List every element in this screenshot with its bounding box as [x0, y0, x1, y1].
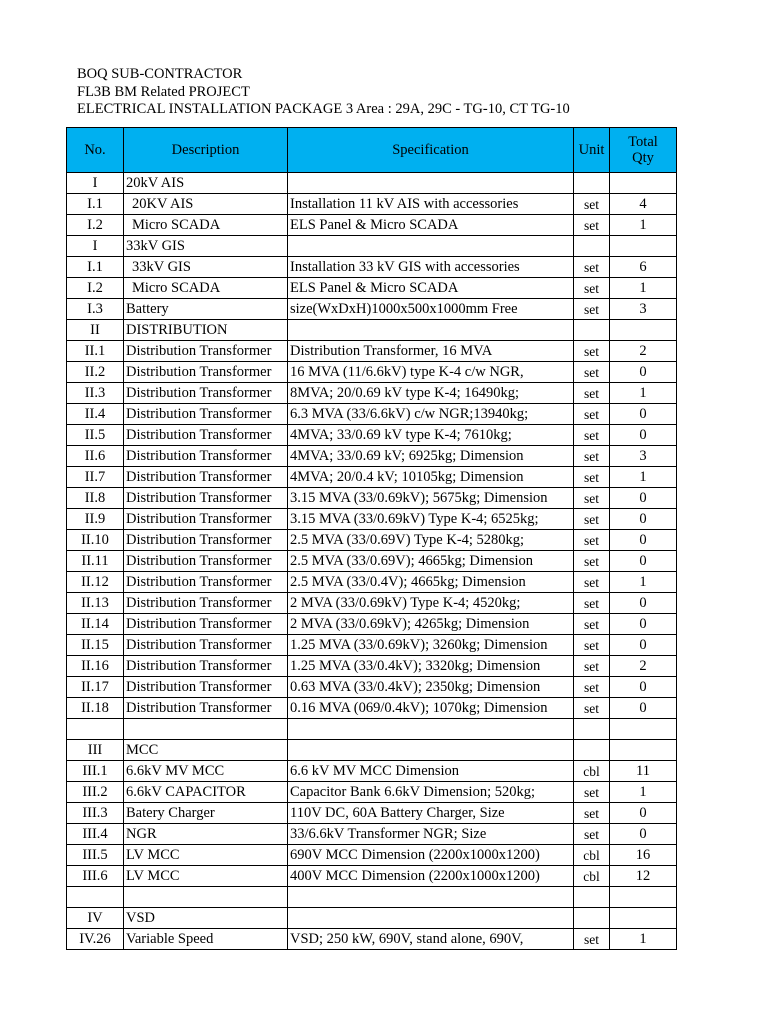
cell-description: Battery — [124, 299, 288, 320]
cell-total-qty: 0 — [610, 425, 677, 446]
cell-specification — [288, 173, 574, 194]
cell-specification: 6.6 kV MV MCC Dimension — [288, 761, 574, 782]
cell-specification: 8MVA; 20/0.69 kV type K-4; 16490kg; — [288, 383, 574, 404]
cell-specification: 0.16 MVA (069/0.4kV); 1070kg; Dimension — [288, 698, 574, 719]
cell-no: III.5 — [67, 845, 124, 866]
table-row — [67, 908, 677, 929]
cell-description: 6.6kV CAPACITOR — [124, 782, 288, 803]
cell-total-qty: 1 — [610, 278, 677, 299]
table-row — [67, 425, 677, 446]
cell-no: II.3 — [67, 383, 124, 404]
table-row — [67, 635, 677, 656]
cell-description: Distribution Transformer — [124, 530, 288, 551]
cell-unit: set — [574, 488, 610, 509]
cell-no: II.5 — [67, 425, 124, 446]
cell-unit: set — [574, 929, 610, 950]
column-header-description: Description — [124, 128, 288, 173]
table-row — [67, 488, 677, 509]
cell-unit — [574, 173, 610, 194]
table-row — [67, 530, 677, 551]
cell-specification: Installation 33 kV GIS with accessories — [288, 257, 574, 278]
cell-specification: VSD; 250 kW, 690V, stand alone, 690V, — [288, 929, 574, 950]
cell-specification: 3.15 MVA (33/0.69kV) Type K-4; 6525kg; — [288, 509, 574, 530]
cell-description: DISTRIBUTION — [124, 320, 288, 341]
cell-no: I — [67, 236, 124, 257]
cell-no: II — [67, 320, 124, 341]
cell-no: IV.26 — [67, 929, 124, 950]
cell-description: MCC — [124, 740, 288, 761]
cell-no: II.7 — [67, 467, 124, 488]
cell-total-qty: 3 — [610, 446, 677, 467]
table-row — [67, 509, 677, 530]
cell-unit — [574, 740, 610, 761]
table-row — [67, 719, 677, 740]
cell-specification: Installation 11 kV AIS with accessories — [288, 194, 574, 215]
table-row — [67, 614, 677, 635]
table-row — [67, 236, 677, 257]
cell-description — [124, 887, 288, 908]
cell-total-qty: 6 — [610, 257, 677, 278]
cell-unit: set — [574, 782, 610, 803]
cell-total-qty: 2 — [610, 656, 677, 677]
cell-description: Distribution Transformer — [124, 614, 288, 635]
cell-no — [67, 719, 124, 740]
cell-unit: cbl — [574, 845, 610, 866]
cell-unit: set — [574, 677, 610, 698]
cell-description: Distribution Transformer — [124, 383, 288, 404]
column-header-total-qty: Total Qty — [610, 128, 677, 173]
cell-description: LV MCC — [124, 845, 288, 866]
cell-total-qty: 1 — [610, 782, 677, 803]
cell-unit: set — [574, 446, 610, 467]
cell-description: Distribution Transformer — [124, 572, 288, 593]
cell-description: Distribution Transformer — [124, 467, 288, 488]
cell-specification: 6.3 MVA (33/6.6kV) c/w NGR;13940kg; — [288, 404, 574, 425]
cell-unit: cbl — [574, 866, 610, 887]
cell-description: Distribution Transformer — [124, 509, 288, 530]
cell-no: I — [67, 173, 124, 194]
cell-specification: ELS Panel & Micro SCADA — [288, 215, 574, 236]
cell-no: II.18 — [67, 698, 124, 719]
table-row — [67, 929, 677, 950]
cell-specification — [288, 740, 574, 761]
cell-no: II.17 — [67, 677, 124, 698]
cell-specification: 4MVA; 20/0.4 kV; 10105kg; Dimension — [288, 467, 574, 488]
cell-specification: 0.63 MVA (33/0.4kV); 2350kg; Dimension — [288, 677, 574, 698]
cell-unit: set — [574, 194, 610, 215]
cell-description: Distribution Transformer — [124, 362, 288, 383]
cell-specification: size(WxDxH)1000x500x1000mm Free — [288, 299, 574, 320]
table-row — [67, 572, 677, 593]
cell-description: Distribution Transformer — [124, 341, 288, 362]
cell-specification: 400V MCC Dimension (2200x1000x1200) — [288, 866, 574, 887]
cell-unit: set — [574, 215, 610, 236]
table-row — [67, 278, 677, 299]
table-row — [67, 593, 677, 614]
table-row — [67, 173, 677, 194]
cell-unit: set — [574, 635, 610, 656]
cell-description: Batery Charger — [124, 803, 288, 824]
cell-description: 33kV GIS — [124, 257, 288, 278]
cell-specification: 33/6.6kV Transformer NGR; Size — [288, 824, 574, 845]
cell-no: I.1 — [67, 194, 124, 215]
cell-description: Distribution Transformer — [124, 656, 288, 677]
cell-specification: 2 MVA (33/0.69kV); 4265kg; Dimension — [288, 614, 574, 635]
cell-total-qty: 0 — [610, 593, 677, 614]
cell-unit: set — [574, 383, 610, 404]
cell-unit: set — [574, 278, 610, 299]
table-body — [67, 173, 677, 950]
cell-no: II.16 — [67, 656, 124, 677]
table-row — [67, 194, 677, 215]
cell-unit: set — [574, 530, 610, 551]
cell-description: LV MCC — [124, 866, 288, 887]
table-row — [67, 845, 677, 866]
cell-unit: set — [574, 614, 610, 635]
table-row — [67, 824, 677, 845]
cell-unit: set — [574, 593, 610, 614]
cell-unit — [574, 719, 610, 740]
cell-total-qty: 0 — [610, 488, 677, 509]
table-header-row — [67, 128, 677, 173]
cell-specification: Capacitor Bank 6.6kV Dimension; 520kg; — [288, 782, 574, 803]
cell-unit — [574, 887, 610, 908]
cell-description: Distribution Transformer — [124, 698, 288, 719]
cell-total-qty: 0 — [610, 635, 677, 656]
cell-no: II.11 — [67, 551, 124, 572]
boq-table — [66, 127, 677, 950]
cell-total-qty: 16 — [610, 845, 677, 866]
cell-no: II.1 — [67, 341, 124, 362]
cell-unit: set — [574, 551, 610, 572]
table-row — [67, 740, 677, 761]
cell-specification: 110V DC, 60A Battery Charger, Size — [288, 803, 574, 824]
cell-specification: 2.5 MVA (33/0.69V) Type K-4; 5280kg; — [288, 530, 574, 551]
cell-specification: ELS Panel & Micro SCADA — [288, 278, 574, 299]
cell-description: Distribution Transformer — [124, 635, 288, 656]
cell-description: Micro SCADA — [124, 215, 288, 236]
cell-total-qty — [610, 719, 677, 740]
table-row — [67, 656, 677, 677]
cell-unit: set — [574, 698, 610, 719]
cell-no: IV — [67, 908, 124, 929]
cell-unit: set — [574, 362, 610, 383]
cell-no: III.4 — [67, 824, 124, 845]
cell-no: II.13 — [67, 593, 124, 614]
cell-no: II.2 — [67, 362, 124, 383]
cell-no: I.1 — [67, 257, 124, 278]
cell-unit: set — [574, 299, 610, 320]
cell-unit: set — [574, 341, 610, 362]
cell-total-qty — [610, 887, 677, 908]
cell-total-qty — [610, 320, 677, 341]
cell-description: Distribution Transformer — [124, 677, 288, 698]
table-row — [67, 551, 677, 572]
header-line-2: FL3B BM Related PROJECT — [77, 83, 250, 100]
cell-total-qty: 2 — [610, 341, 677, 362]
table-row — [67, 257, 677, 278]
cell-unit: set — [574, 404, 610, 425]
cell-unit: set — [574, 467, 610, 488]
cell-specification: Distribution Transformer, 16 MVA — [288, 341, 574, 362]
cell-unit: set — [574, 425, 610, 446]
cell-no: II.9 — [67, 509, 124, 530]
cell-specification: 1.25 MVA (33/0.69kV); 3260kg; Dimension — [288, 635, 574, 656]
cell-description: Distribution Transformer — [124, 593, 288, 614]
cell-total-qty: 0 — [610, 803, 677, 824]
cell-total-qty: 1 — [610, 467, 677, 488]
cell-total-qty: 0 — [610, 551, 677, 572]
cell-total-qty — [610, 173, 677, 194]
cell-total-qty: 1 — [610, 215, 677, 236]
cell-total-qty: 0 — [610, 677, 677, 698]
cell-no: I.2 — [67, 278, 124, 299]
cell-description: Distribution Transformer — [124, 404, 288, 425]
table-row — [67, 299, 677, 320]
cell-no: II.15 — [67, 635, 124, 656]
cell-specification: 4MVA; 33/0.69 kV; 6925kg; Dimension — [288, 446, 574, 467]
cell-specification: 2 MVA (33/0.69kV) Type K-4; 4520kg; — [288, 593, 574, 614]
cell-description: Micro SCADA — [124, 278, 288, 299]
column-header-unit: Unit — [574, 128, 610, 173]
table-row — [67, 866, 677, 887]
cell-description: 6.6kV MV MCC — [124, 761, 288, 782]
table-row — [67, 446, 677, 467]
table-row — [67, 887, 677, 908]
cell-description: VSD — [124, 908, 288, 929]
cell-specification — [288, 719, 574, 740]
cell-total-qty: 1 — [610, 929, 677, 950]
cell-no: III — [67, 740, 124, 761]
cell-no: II.4 — [67, 404, 124, 425]
cell-unit: set — [574, 803, 610, 824]
cell-description: Distribution Transformer — [124, 488, 288, 509]
cell-specification — [288, 908, 574, 929]
table-row — [67, 698, 677, 719]
table-row — [67, 761, 677, 782]
cell-total-qty: 0 — [610, 824, 677, 845]
cell-description: 20kV AIS — [124, 173, 288, 194]
table-row — [67, 782, 677, 803]
cell-no: I.2 — [67, 215, 124, 236]
cell-description: NGR — [124, 824, 288, 845]
cell-specification: 16 MVA (11/6.6kV) type K-4 c/w NGR, — [288, 362, 574, 383]
cell-description: Variable Speed — [124, 929, 288, 950]
table-row — [67, 341, 677, 362]
cell-specification: 2.5 MVA (33/0.69V); 4665kg; Dimension — [288, 551, 574, 572]
table-row — [67, 803, 677, 824]
header-line-3: ELECTRICAL INSTALLATION PACKAGE 3 Area : 29A, 29C - TG-10, CT TG-10 — [77, 101, 570, 117]
cell-description: 20KV AIS — [124, 194, 288, 215]
cell-no: II.8 — [67, 488, 124, 509]
cell-unit: set — [574, 257, 610, 278]
table-row — [67, 320, 677, 341]
cell-no: III.1 — [67, 761, 124, 782]
cell-no: II.6 — [67, 446, 124, 467]
cell-unit: set — [574, 509, 610, 530]
cell-no: II.12 — [67, 572, 124, 593]
cell-no — [67, 887, 124, 908]
table-row — [67, 467, 677, 488]
cell-unit: cbl — [574, 761, 610, 782]
table-row — [67, 677, 677, 698]
cell-unit: set — [574, 572, 610, 593]
cell-description: Distribution Transformer — [124, 425, 288, 446]
cell-total-qty: 0 — [610, 404, 677, 425]
cell-total-qty: 0 — [610, 698, 677, 719]
cell-specification: 690V MCC Dimension (2200x1000x1200) — [288, 845, 574, 866]
header-line-1: BOQ SUB-CONTRACTOR — [77, 66, 243, 82]
cell-specification — [288, 236, 574, 257]
document-header — [77, 66, 570, 119]
cell-specification: 4MVA; 33/0.69 kV type K-4; 7610kg; — [288, 425, 574, 446]
cell-total-qty: 0 — [610, 509, 677, 530]
cell-no: III.2 — [67, 782, 124, 803]
cell-specification — [288, 320, 574, 341]
cell-total-qty: 11 — [610, 761, 677, 782]
cell-no: I.3 — [67, 299, 124, 320]
table-row — [67, 383, 677, 404]
cell-specification: 3.15 MVA (33/0.69kV); 5675kg; Dimension — [288, 488, 574, 509]
cell-description: Distribution Transformer — [124, 551, 288, 572]
cell-unit: set — [574, 824, 610, 845]
cell-no: II.10 — [67, 530, 124, 551]
cell-specification: 2.5 MVA (33/0.4V); 4665kg; Dimension — [288, 572, 574, 593]
cell-total-qty: 0 — [610, 530, 677, 551]
cell-total-qty: 3 — [610, 299, 677, 320]
cell-total-qty: 4 — [610, 194, 677, 215]
cell-total-qty: 1 — [610, 572, 677, 593]
cell-no: II.14 — [67, 614, 124, 635]
cell-description: Distribution Transformer — [124, 446, 288, 467]
cell-unit: set — [574, 656, 610, 677]
cell-unit — [574, 320, 610, 341]
table-row — [67, 215, 677, 236]
table-row — [67, 404, 677, 425]
cell-no: III.6 — [67, 866, 124, 887]
cell-total-qty: 1 — [610, 383, 677, 404]
column-header-specification: Specification — [288, 128, 574, 173]
cell-unit — [574, 908, 610, 929]
cell-specification — [288, 887, 574, 908]
cell-specification: 1.25 MVA (33/0.4kV); 3320kg; Dimension — [288, 656, 574, 677]
cell-total-qty — [610, 908, 677, 929]
cell-total-qty: 0 — [610, 362, 677, 383]
cell-total-qty: 12 — [610, 866, 677, 887]
cell-description — [124, 719, 288, 740]
column-header-no: No. — [67, 128, 124, 173]
cell-total-qty — [610, 740, 677, 761]
cell-total-qty — [610, 236, 677, 257]
table-row — [67, 362, 677, 383]
cell-description: 33kV GIS — [124, 236, 288, 257]
cell-unit — [574, 236, 610, 257]
cell-total-qty: 0 — [610, 614, 677, 635]
cell-no: III.3 — [67, 803, 124, 824]
